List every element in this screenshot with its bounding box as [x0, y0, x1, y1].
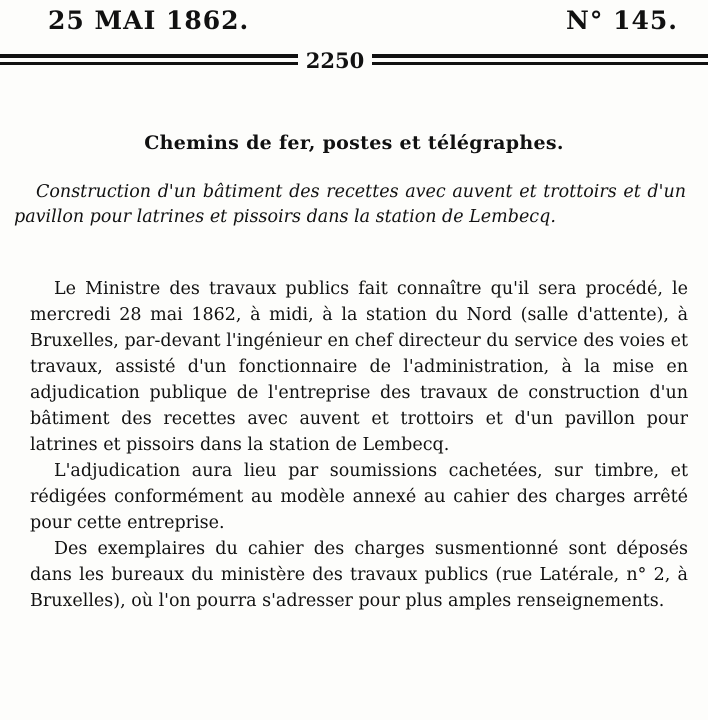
paragraph-1: Le Ministre des travaux publics fait connaître qu'il sera procédé, le mercredi 28 mai 1862, à midi, à la station du Nord (salle d'attente), à Bruxelles, par-devant l'ingénieur en chef directeur du service des voies et travaux, assisté d'un fonctionnaire de l'administration, à la mise en adjudication publique de l'entreprise des travaux de construction d'un bâtiment des recettes avec auvent et trottoirs et d'un pavillon pour latrines et pissoirs dans la station de Lembecq.	[30, 279, 688, 455]
page-number: 2250	[305, 48, 365, 73]
notice-body	[30, 276, 688, 614]
rule-right	[372, 54, 708, 65]
header-rule	[0, 48, 708, 74]
issue-number: N° 145.	[566, 6, 678, 35]
section-title: Chemins de fer, postes et télégraphes.	[144, 132, 564, 154]
notice-subtitle	[14, 180, 686, 230]
page-header	[0, 0, 708, 40]
issue-date: 25 MAI 1862.	[48, 6, 250, 35]
paragraph-3: Des exemplaires du cahier des charges susmentionné sont déposés dans les bureaux du ministère des travaux publics (rue Latérale, n° 2, à Bruxelles), où l'on pourra s'adresser pour plus amples renseignements.	[30, 539, 688, 611]
subtitle-text: Construction d'un bâtiment des recettes avec auvent et trottoirs et d'un pavillon pour latrines et pissoirs dans la station de Lembecq.	[14, 182, 686, 227]
paragraph-2: L'adjudication aura lieu par soumissions cachetées, sur timbre, et rédigées conformément au modèle annexé au cahier des charges arrêté pour cette entreprise.	[30, 461, 688, 533]
rule-left	[0, 54, 298, 65]
